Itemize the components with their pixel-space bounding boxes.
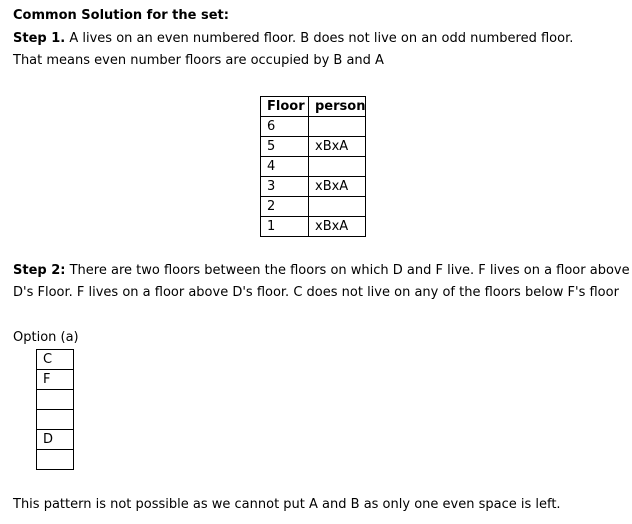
floor-table-header	[261, 97, 366, 117]
step2-label: Step 2:	[13, 263, 66, 278]
table-row	[261, 137, 366, 157]
floor-cell: 1	[261, 217, 309, 237]
table-row	[37, 450, 74, 470]
floor-cell: 6	[261, 117, 309, 137]
person-cell	[309, 117, 366, 137]
table-row	[261, 217, 366, 237]
option-cell: D	[37, 430, 74, 450]
person-cell	[309, 157, 366, 177]
table-row	[261, 177, 366, 197]
step1-text: A lives on an even numbered floor. B does not live on an odd numbered floor.	[65, 31, 574, 46]
floor-table	[260, 96, 366, 237]
person-header: person	[309, 97, 366, 117]
person-cell: xBxA	[309, 217, 366, 237]
option-cell	[37, 410, 74, 430]
option-table	[36, 349, 74, 470]
step2-line2: D's Floor. F lives on a floor above D's floor. C does not live on any of the floors below F's floor	[13, 285, 619, 300]
table-row	[37, 410, 74, 430]
step1-label: Step 1.	[13, 31, 66, 46]
table-row	[37, 430, 74, 450]
heading: Common Solution for the set:	[13, 8, 229, 23]
person-cell: xBxA	[309, 137, 366, 157]
option-cell: C	[37, 350, 74, 370]
step1-line1	[13, 31, 573, 47]
floor-cell: 5	[261, 137, 309, 157]
table-row	[37, 350, 74, 370]
step2-line1	[13, 263, 630, 279]
table-row	[261, 117, 366, 137]
table-row	[261, 197, 366, 217]
step1-line2: That means even number floors are occupied by B and A	[13, 53, 384, 68]
table-row	[37, 390, 74, 410]
floor-header: Floor	[261, 97, 309, 117]
step2-text: There are two floors between the floors on which D and F live. F lives on a floor above	[65, 263, 630, 278]
table-row	[37, 370, 74, 390]
option-cell: F	[37, 370, 74, 390]
option-cell	[37, 390, 74, 410]
option-cell	[37, 450, 74, 470]
option-label: Option (a)	[13, 330, 79, 345]
floor-cell: 4	[261, 157, 309, 177]
table-row	[261, 157, 366, 177]
floor-cell: 3	[261, 177, 309, 197]
person-cell	[309, 197, 366, 217]
conclusion: This pattern is not possible as we cannot put A and B as only one even space is left.	[13, 497, 561, 512]
floor-cell: 2	[261, 197, 309, 217]
person-cell: xBxA	[309, 177, 366, 197]
